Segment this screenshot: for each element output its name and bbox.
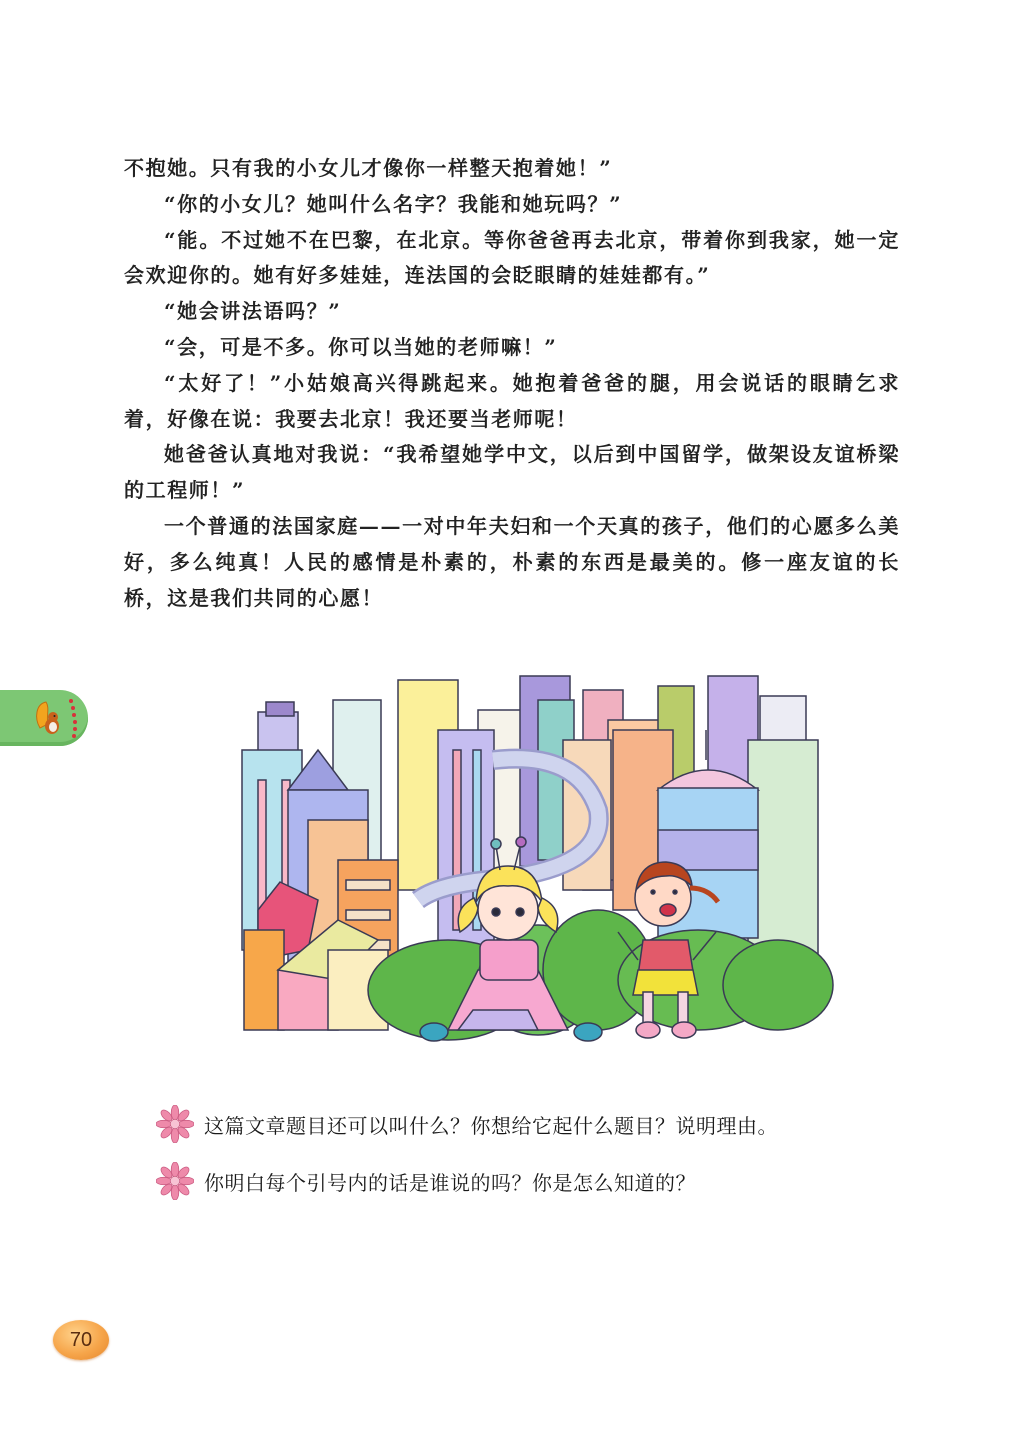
paragraph: “太好了！”小姑娘高兴得跳起来。她抱着爸爸的腿，用会说话的眼睛乞求着，好像在说：我要去北京！我还要当老师呢！ <box>124 370 900 431</box>
city-children-illustration <box>238 670 834 1052</box>
pink-flower-icon <box>156 1105 194 1143</box>
paragraph: 她爸爸认真地对我说：“我希望她学中文，以后到中国留学，做架设友谊桥梁的工程师！” <box>124 442 900 503</box>
page-number: 70 <box>69 1328 93 1351</box>
paragraph: 不抱她。只有我的小女儿才像你一样整天抱着她！” <box>124 156 613 180</box>
paragraph: “你的小女儿？她叫什么名字？我能和她玩吗？” <box>164 191 623 216</box>
squirrel-icon <box>34 698 62 738</box>
chapter-label-dots <box>66 696 80 740</box>
exercise-questions <box>156 1104 876 1218</box>
question-item <box>156 1104 876 1144</box>
question-text: 你明白每个引号内的话是谁说的吗？你是怎么知道的？ <box>204 1170 696 1195</box>
story-text <box>124 151 900 616</box>
paragraph: “会，可是不多。你可以当她的老师嘛！” <box>164 334 558 359</box>
pink-flower-icon <box>156 1162 194 1200</box>
question-text: 这篇文章题目还可以叫什么？你想给它起什么题目？说明理由。 <box>204 1113 778 1138</box>
paragraph: 一个普通的法国家庭——一对中年夫妇和一个天真的孩子，他们的心愿多么美好，多么纯真！人民的感情是朴素的，朴素的东西是最美的。修一座友谊的长桥，这是我们共同的心愿！ <box>124 513 900 610</box>
chapter-side-tab <box>0 690 88 746</box>
question-item <box>156 1161 876 1201</box>
page-number-badge <box>53 1320 109 1360</box>
paragraph: “能。不过她不在巴黎，在北京。等你爸爸再去北京，带着你到我家，她一定会欢迎你的。她有好多娃娃，连法国的会眨眼睛的娃娃都有。” <box>124 227 900 288</box>
paragraph: “她会讲法语吗？” <box>164 299 342 324</box>
